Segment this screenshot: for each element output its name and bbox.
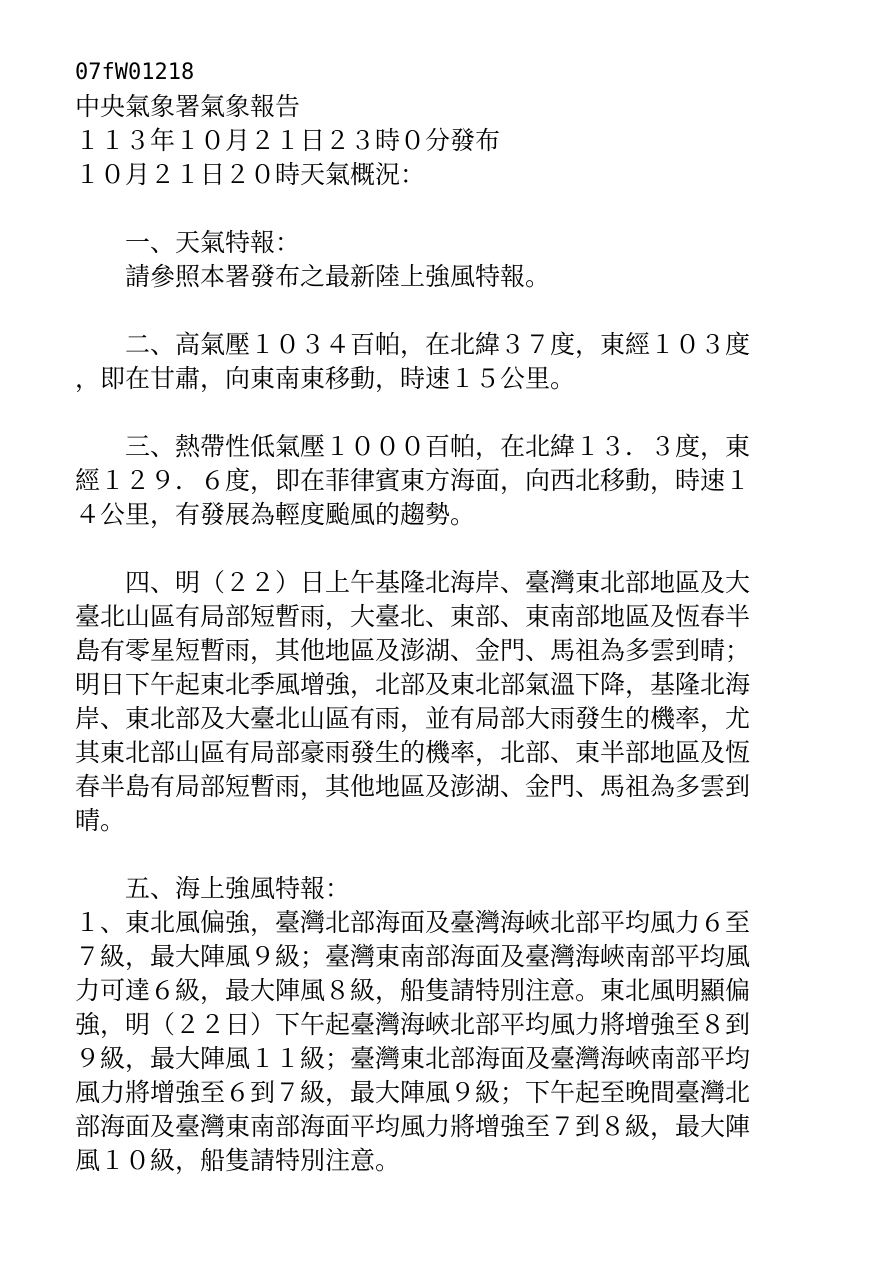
paragraph-gap — [75, 396, 810, 430]
text-line: 明日下午起東北季風增強，北部及東北部氣溫下降，基隆北海 — [75, 670, 751, 699]
text-line: 風１０級，船隻請特別注意。 — [75, 1146, 401, 1175]
paragraph-gap — [75, 192, 810, 226]
text-line: 經１２９．６度，即在菲律賓東方海面，向西北移動，時速１ — [75, 466, 751, 495]
agency-title: 中央氣象署氣象報告 — [75, 92, 301, 121]
section-high-pressure — [75, 328, 810, 396]
text-line: 風力將增強至６到７級，最大陣風９級；下午起至晚間臺灣北 — [75, 1078, 751, 1107]
paragraph-gap — [75, 838, 810, 872]
overview-title: １０月２１日２０時天氣概況： — [75, 160, 426, 189]
text-line: ９級，最大陣風１１級；臺灣東北部海面及臺灣海峽南部平均 — [75, 1044, 751, 1073]
section-weather-bulletin — [75, 226, 810, 294]
text-line: ７級，最大陣風９級；臺灣東南部海面及臺灣海峽南部平均風 — [75, 942, 751, 971]
text-line: ４公里，有發展為輕度颱風的趨勢。 — [75, 500, 476, 529]
text-line: 一、天氣特報： — [75, 228, 301, 257]
paragraph-gap — [75, 294, 810, 328]
text-line: 五、海上強風特報： — [75, 874, 351, 903]
text-line: 三、熱帶性低氣壓１０００百帕，在北緯１３．３度，東 — [75, 432, 751, 461]
issue-time: １１３年１０月２１日２３時０分發布 — [75, 126, 501, 155]
text-line: １、東北風偏強，臺灣北部海面及臺灣海峽北部平均風力６至 — [75, 908, 751, 937]
text-line: 力可達６級，最大陣風８級，船隻請特別注意。東北風明顯偏 — [75, 976, 751, 1005]
text-line: 其東北部山區有局部豪雨發生的機率，北部、東半部地區及恆 — [75, 738, 751, 767]
text-line: 岸、東北部及大臺北山區有雨，並有局部大雨發生的機率，尤 — [75, 704, 751, 733]
text-line: 請參照本署發布之最新陸上強風特報。 — [75, 262, 551, 291]
section-forecast — [75, 566, 810, 838]
text-line: 春半島有局部短暫雨，其他地區及澎湖、金門、馬祖為多雲到 — [75, 772, 751, 801]
section-marine-wind-warning — [75, 872, 810, 1178]
weather-report-document — [75, 56, 810, 1178]
text-line: 部海面及臺灣東南部海面平均風力將增強至７到８級，最大陣 — [75, 1112, 751, 1141]
text-line: 晴。 — [75, 806, 126, 835]
text-line: 強，明（２２日）下午起臺灣海峽北部平均風力將增強至８到 — [75, 1010, 751, 1039]
section-tropical-depression — [75, 430, 810, 532]
text-line: 二、高氣壓１０３４百帕，在北緯３７度，東經１０３度 — [75, 330, 751, 359]
text-line: ，即在甘肅，向東南東移動，時速１５公里。 — [75, 364, 576, 393]
text-line: 臺北山區有局部短暫雨，大臺北、東部、東南部地區及恆春半 — [75, 602, 751, 631]
document-code: 07fW01218 — [75, 60, 195, 85]
text-line: 島有零星短暫雨，其他地區及澎湖、金門、馬祖為多雲到晴； — [75, 636, 751, 665]
text-line: 四、明（２２）日上午基隆北海岸、臺灣東北部地區及大 — [75, 568, 751, 597]
paragraph-gap — [75, 532, 810, 566]
